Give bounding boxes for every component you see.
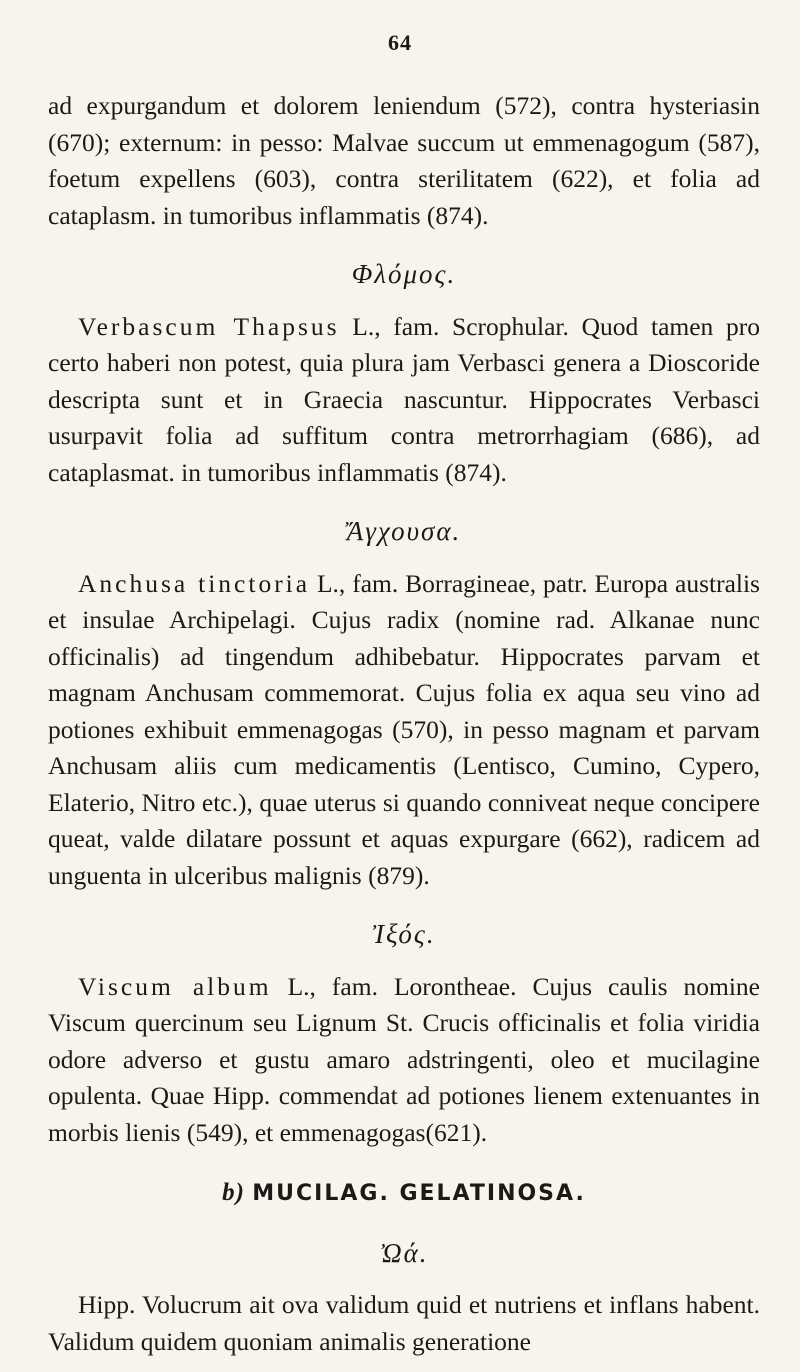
heading-phlomos: Φλόμος.: [351, 259, 457, 289]
text-anchusa: L., fam. Borragineae, patr. Europa australis et insulae Archipelagi. Cujus radix (nomine rad. Alkanae nunc officinalis) ad tingendum adhibebatur. Hippocrates parvam et magnam Anchusam commemorat. Cujus folia ex aqua seu vino ad potiones exhibuit emmenagogas (570), in pesso magnam et parvam Anchusam aliis cum medicamentis (Lentisco, Cumino, Cypero, Elaterio, Nitro etc.), quae uterus si quando conniveat neque concipere queat, valde dilatare possunt et aquas expurgare (662), radicem ad unguenta in ulceribus malignis (879).: [48, 568, 760, 890]
term-anchusa: Anchusa tinctoria: [78, 568, 311, 598]
paragraph-anchusa: [48, 566, 760, 895]
term-viscum: Viscum album: [78, 971, 272, 1001]
paragraph-viscum: [48, 969, 760, 1152]
paragraph-verbascum: [48, 309, 760, 492]
text-viscum: L., fam. Lorontheae. Cujus caulis nomine Viscum quercinum seu Lignum St. Crucis officinalis et folia viridia odore adverso et gustu amaro adstringenti, oleo et mucilagine opulenta. Quae Hipp. commendat ad potiones lienem extenuantes in morbis lienis (549), et emmenagogas(621).: [48, 971, 760, 1147]
page-number: 64: [388, 30, 412, 55]
text-body: [48, 88, 760, 1360]
paragraph-malva-continued: ad expurgandum et dolorem leniendum (572), contra hysteriasin (670); externum: in pesso: Malvae succum ut emmenagogum (587), foetum expellens (603), contra sterilitatem (622), et folia ad cataplasm. in tumoribus inflammatis (874).: [48, 91, 760, 230]
section-title: MUCILAG. GELATINOSA.: [252, 1181, 586, 1206]
term-verbascum: Verbascum Thapsus: [78, 311, 340, 341]
text-verbascum: L., fam. Scrophular. Quod tamen pro certo haberi non potest, quia plura jam Verbasci genera a Dioscoride descripta sunt et in Graecia nascuntur. Hippocrates Verbasci usurpavit folia ad suffitum contra metrorrhagiam (686), ad cataplasmat. in tumoribus inflammatis (874).: [48, 311, 760, 487]
section-label: b): [222, 1179, 245, 1206]
heading-anchusa: Ἄγχουσα.: [346, 516, 462, 546]
heading-ixos: Ἰξός.: [372, 919, 436, 949]
paragraph-ova: Hipp. Volucrum ait ova validum quid et nutriens et inflans habent. Validum quidem quoniam animalis generatione: [48, 1290, 760, 1356]
heading-oa: Ὠά.: [379, 1237, 429, 1268]
section-heading: [48, 1175, 760, 1213]
